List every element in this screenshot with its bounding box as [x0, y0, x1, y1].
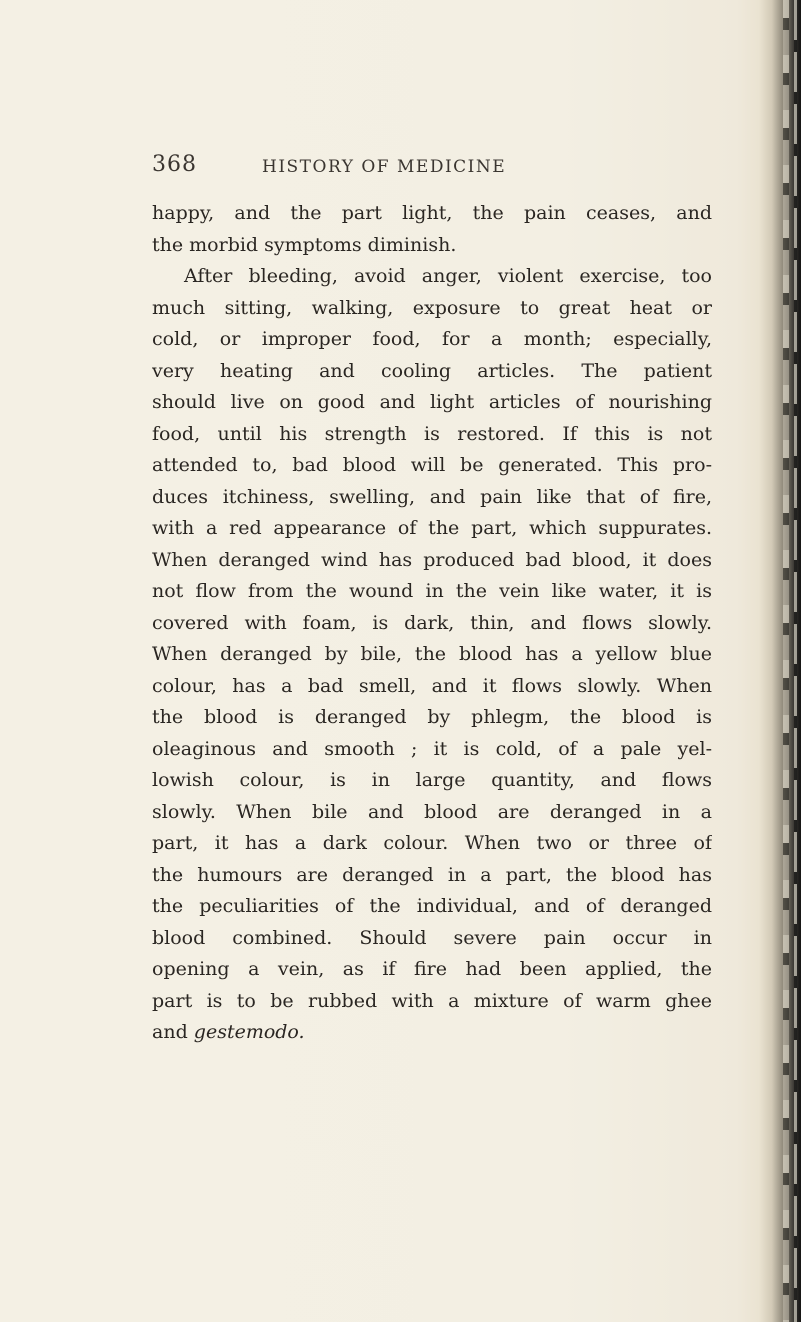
text-line: much sitting, walking, exposure to great heat or [152, 296, 712, 319]
text-line: lowish colour, is in large quantity, and flows [152, 769, 712, 791]
body-text [152, 198, 712, 1049]
text-line: covered with foam, is dark, thin, and flows slowly. [152, 611, 712, 634]
text-line: When deranged by bile, the blood has a yellow blue [152, 643, 712, 665]
text-line: food, until his strength is restored. If this is not [152, 422, 712, 445]
running-head: HISTORY OF MEDICINE [262, 157, 507, 177]
final-text-line [152, 1017, 712, 1049]
text-line: blood combined. Should severe pain occur in [152, 926, 712, 949]
text-line: opening a vein, as if fire had been applied, the [152, 958, 712, 980]
text-line: the peculiarities of the individual, and of deranged [152, 895, 712, 917]
text-line: the blood is deranged by phlegm, the blood is [152, 706, 712, 728]
text-line: colour, has a bad smell, and it flows slowly. When [152, 674, 712, 697]
text-line: with a red appearance of the part, which suppurates. [152, 517, 712, 539]
text-line: the morbid symptoms diminish. [152, 233, 457, 256]
text-line: very heating and cooling articles. The patient [152, 359, 712, 382]
text-line: duces itchiness, swelling, and pain like that of fire, [152, 485, 712, 508]
text-line: the humours are deranged in a part, the blood has [152, 863, 712, 886]
text-line: should live on good and light articles of nourishing [152, 391, 712, 413]
final-line-italic: gestemodo. [193, 1021, 305, 1043]
text-line: After bleeding, avoid anger, violent exercise, too [184, 265, 712, 287]
text-line: part is to be rubbed with a mixture of warm ghee [152, 989, 712, 1012]
text-line: not flow from the wound in the vein like water, it is [152, 580, 712, 602]
book-binding-edge [759, 0, 801, 1322]
page-header [152, 152, 712, 192]
text-line: attended to, bad blood will be generated. This pro- [152, 454, 712, 476]
text-line: When deranged wind has produced bad blood, it does [152, 548, 712, 571]
text-line: happy, and the part light, the pain ceases, and [152, 202, 712, 224]
text-line: part, it has a dark colour. When two or three of [152, 832, 712, 854]
page-number: 368 [152, 152, 197, 177]
text-line: slowly. When bile and blood are deranged in a [152, 800, 712, 823]
text-line: oleaginous and smooth ; it is cold, of a pale yel- [152, 737, 712, 760]
text-line: cold, or improper food, for a month; especially, [152, 328, 712, 350]
final-line-prefix: and [152, 1021, 194, 1043]
